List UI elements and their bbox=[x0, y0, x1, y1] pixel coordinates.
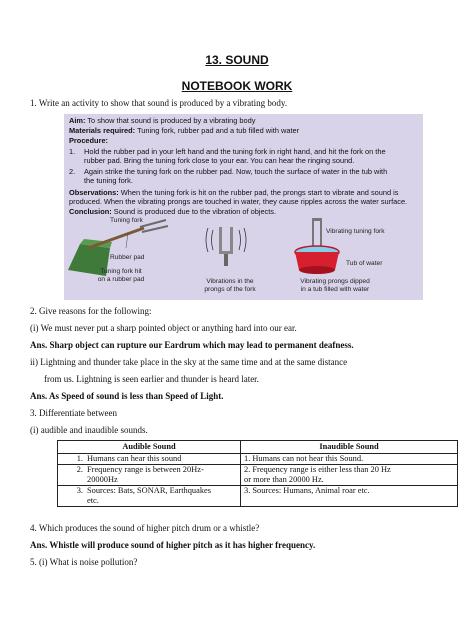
figure-3-caption-line-1: Vibrating prongs dipped bbox=[300, 278, 370, 285]
fork-prong-right bbox=[230, 227, 233, 253]
aim-label: Aim: bbox=[69, 116, 86, 125]
dipped-fork-prong-left bbox=[312, 220, 314, 248]
table-row bbox=[58, 486, 458, 507]
figure-1-caption-line-1: Tuning fork hit bbox=[100, 268, 142, 275]
dipped-fork-prong-right bbox=[320, 220, 322, 248]
chapter-title: 13. SOUND bbox=[205, 53, 269, 67]
dipped-fork-base bbox=[312, 218, 322, 221]
figure-3-caption-line-2: in a tub filled with water bbox=[300, 286, 370, 293]
vibrating-fork-illustration bbox=[202, 224, 252, 266]
answer-2-ii: Ans. As Speed of sound is less than Speed of Light. bbox=[30, 391, 224, 401]
comparison-table bbox=[57, 440, 458, 507]
fork-handle bbox=[88, 228, 144, 248]
observations-line-2: produced. When the vibrating prongs are touched in water, they cause ripples across the water surface. bbox=[69, 197, 408, 206]
procedure-label: Procedure: bbox=[69, 136, 109, 145]
fork-in-water-illustration bbox=[286, 218, 346, 276]
audible-cell: 1. Humans can hear this sound bbox=[58, 454, 241, 465]
header-inaudible: Inaudible Sound bbox=[241, 441, 458, 454]
figure-2-caption-line-1: Vibrations in the bbox=[206, 278, 254, 285]
vibrating-fork-label: Vibrating tuning fork bbox=[326, 228, 385, 235]
question-2: 2. Give reasons for the following: bbox=[30, 306, 152, 316]
notebook-work-heading: NOTEBOOK WORK bbox=[181, 79, 293, 93]
figure-1-caption-line-2: on a rubber pad bbox=[97, 276, 145, 283]
conclusion-label: Conclusion: bbox=[69, 207, 112, 216]
fork-prong-lower bbox=[142, 226, 168, 232]
aim-text: To show that sound is produced by a vibrating body bbox=[87, 116, 256, 125]
question-5: 5. (i) What is noise pollution? bbox=[30, 557, 138, 567]
question-2-i: (i) We must never put a sharp pointed object or anything hard into our ear. bbox=[30, 323, 297, 333]
table-header-row bbox=[58, 441, 458, 454]
table-row bbox=[58, 465, 458, 486]
fork-base bbox=[219, 251, 233, 254]
materials-label: Materials required: bbox=[69, 126, 136, 135]
question-3: 3. Differentiate between bbox=[30, 408, 118, 418]
conclusion-line bbox=[69, 207, 276, 216]
question-2-ii-line-1: ii) Lightning and thunder take place in the sky at the same time and at the same distance bbox=[30, 357, 348, 367]
tub-of-water-label: Tub of water bbox=[346, 260, 383, 267]
vibration-arc-right-inner bbox=[239, 230, 241, 250]
header-audible: Audible Sound bbox=[58, 441, 241, 454]
vibration-arc-left-outer bbox=[206, 228, 208, 252]
figure-2-caption-line-2: prongs of the fork bbox=[204, 286, 256, 293]
tuning-fork-label: Tuning fork bbox=[110, 217, 143, 224]
table-row bbox=[58, 454, 458, 465]
materials-text: Tuning fork, rubber pad and a tub filled with water bbox=[137, 126, 300, 135]
observations-line-1 bbox=[69, 188, 399, 197]
observations-label: Observations: bbox=[69, 188, 119, 197]
audible-cell: 3. Sources: Bats, SONAR, Earthquakes etc. bbox=[58, 486, 241, 507]
tub-base bbox=[299, 266, 335, 274]
aim-line bbox=[69, 116, 255, 125]
materials-line bbox=[69, 126, 299, 135]
fork-prong-upper bbox=[140, 220, 166, 227]
rubber-pad-label: Rubber pad bbox=[110, 254, 145, 261]
question-2-ii-line-2: from us. Lightning is seen earlier and thunder is heard later. bbox=[44, 374, 259, 384]
step-1-num: 1. bbox=[69, 147, 76, 156]
inaudible-cell: 1. Humans can not hear this Sound. bbox=[241, 454, 458, 465]
step-2-line-1: Again strike the tuning fork on the rubber pad. Now, touch the surface of water in the tub with bbox=[84, 167, 388, 176]
step-1-line-2: rubber pad. Bring the tuning fork close to your ear. You can hear the ringing sound. bbox=[84, 156, 355, 165]
vibration-arc-left-inner bbox=[212, 230, 214, 250]
question-4: 4. Which produces the sound of higher pitch drum or a whistle? bbox=[30, 523, 260, 533]
step-2-num: 2. bbox=[69, 167, 76, 176]
fork-prong-left bbox=[219, 227, 222, 253]
observations-text: When the tuning fork is hit on the rubber pad, the prongs start to vibrate and sound is bbox=[120, 188, 399, 197]
inaudible-cell: 3. Sources: Humans, Animal roar etc. bbox=[241, 486, 458, 507]
step-2-line-2: the tuning fork. bbox=[84, 176, 133, 185]
audible-cell: 2. Frequency range is between 20Hz- 20000Hz bbox=[58, 465, 241, 486]
answer-4: Ans. Whistle will produce sound of higher pitch as it has higher frequency. bbox=[30, 540, 316, 550]
conclusion-text: Sound is produced due to the vibration of objects. bbox=[113, 207, 277, 216]
question-3-i: (i) audible and inaudible sounds. bbox=[30, 425, 148, 435]
fork-stem bbox=[224, 254, 228, 266]
question-1: 1. Write an activity to show that sound is produced by a vibrating body. bbox=[30, 98, 288, 108]
activity-box bbox=[64, 114, 423, 300]
vibration-arc-right-outer bbox=[244, 228, 246, 252]
inaudible-cell: 2. Frequency range is either less than 20 Hz or more than 20000 Hz. bbox=[241, 465, 458, 486]
answer-2-i: Ans. Sharp object can rupture our Eardrum which may lead to permanent deafness. bbox=[30, 340, 354, 350]
step-1-line-1: Hold the rubber pad in your left hand and the tuning fork in right hand, and hit the fork on the bbox=[84, 147, 386, 156]
